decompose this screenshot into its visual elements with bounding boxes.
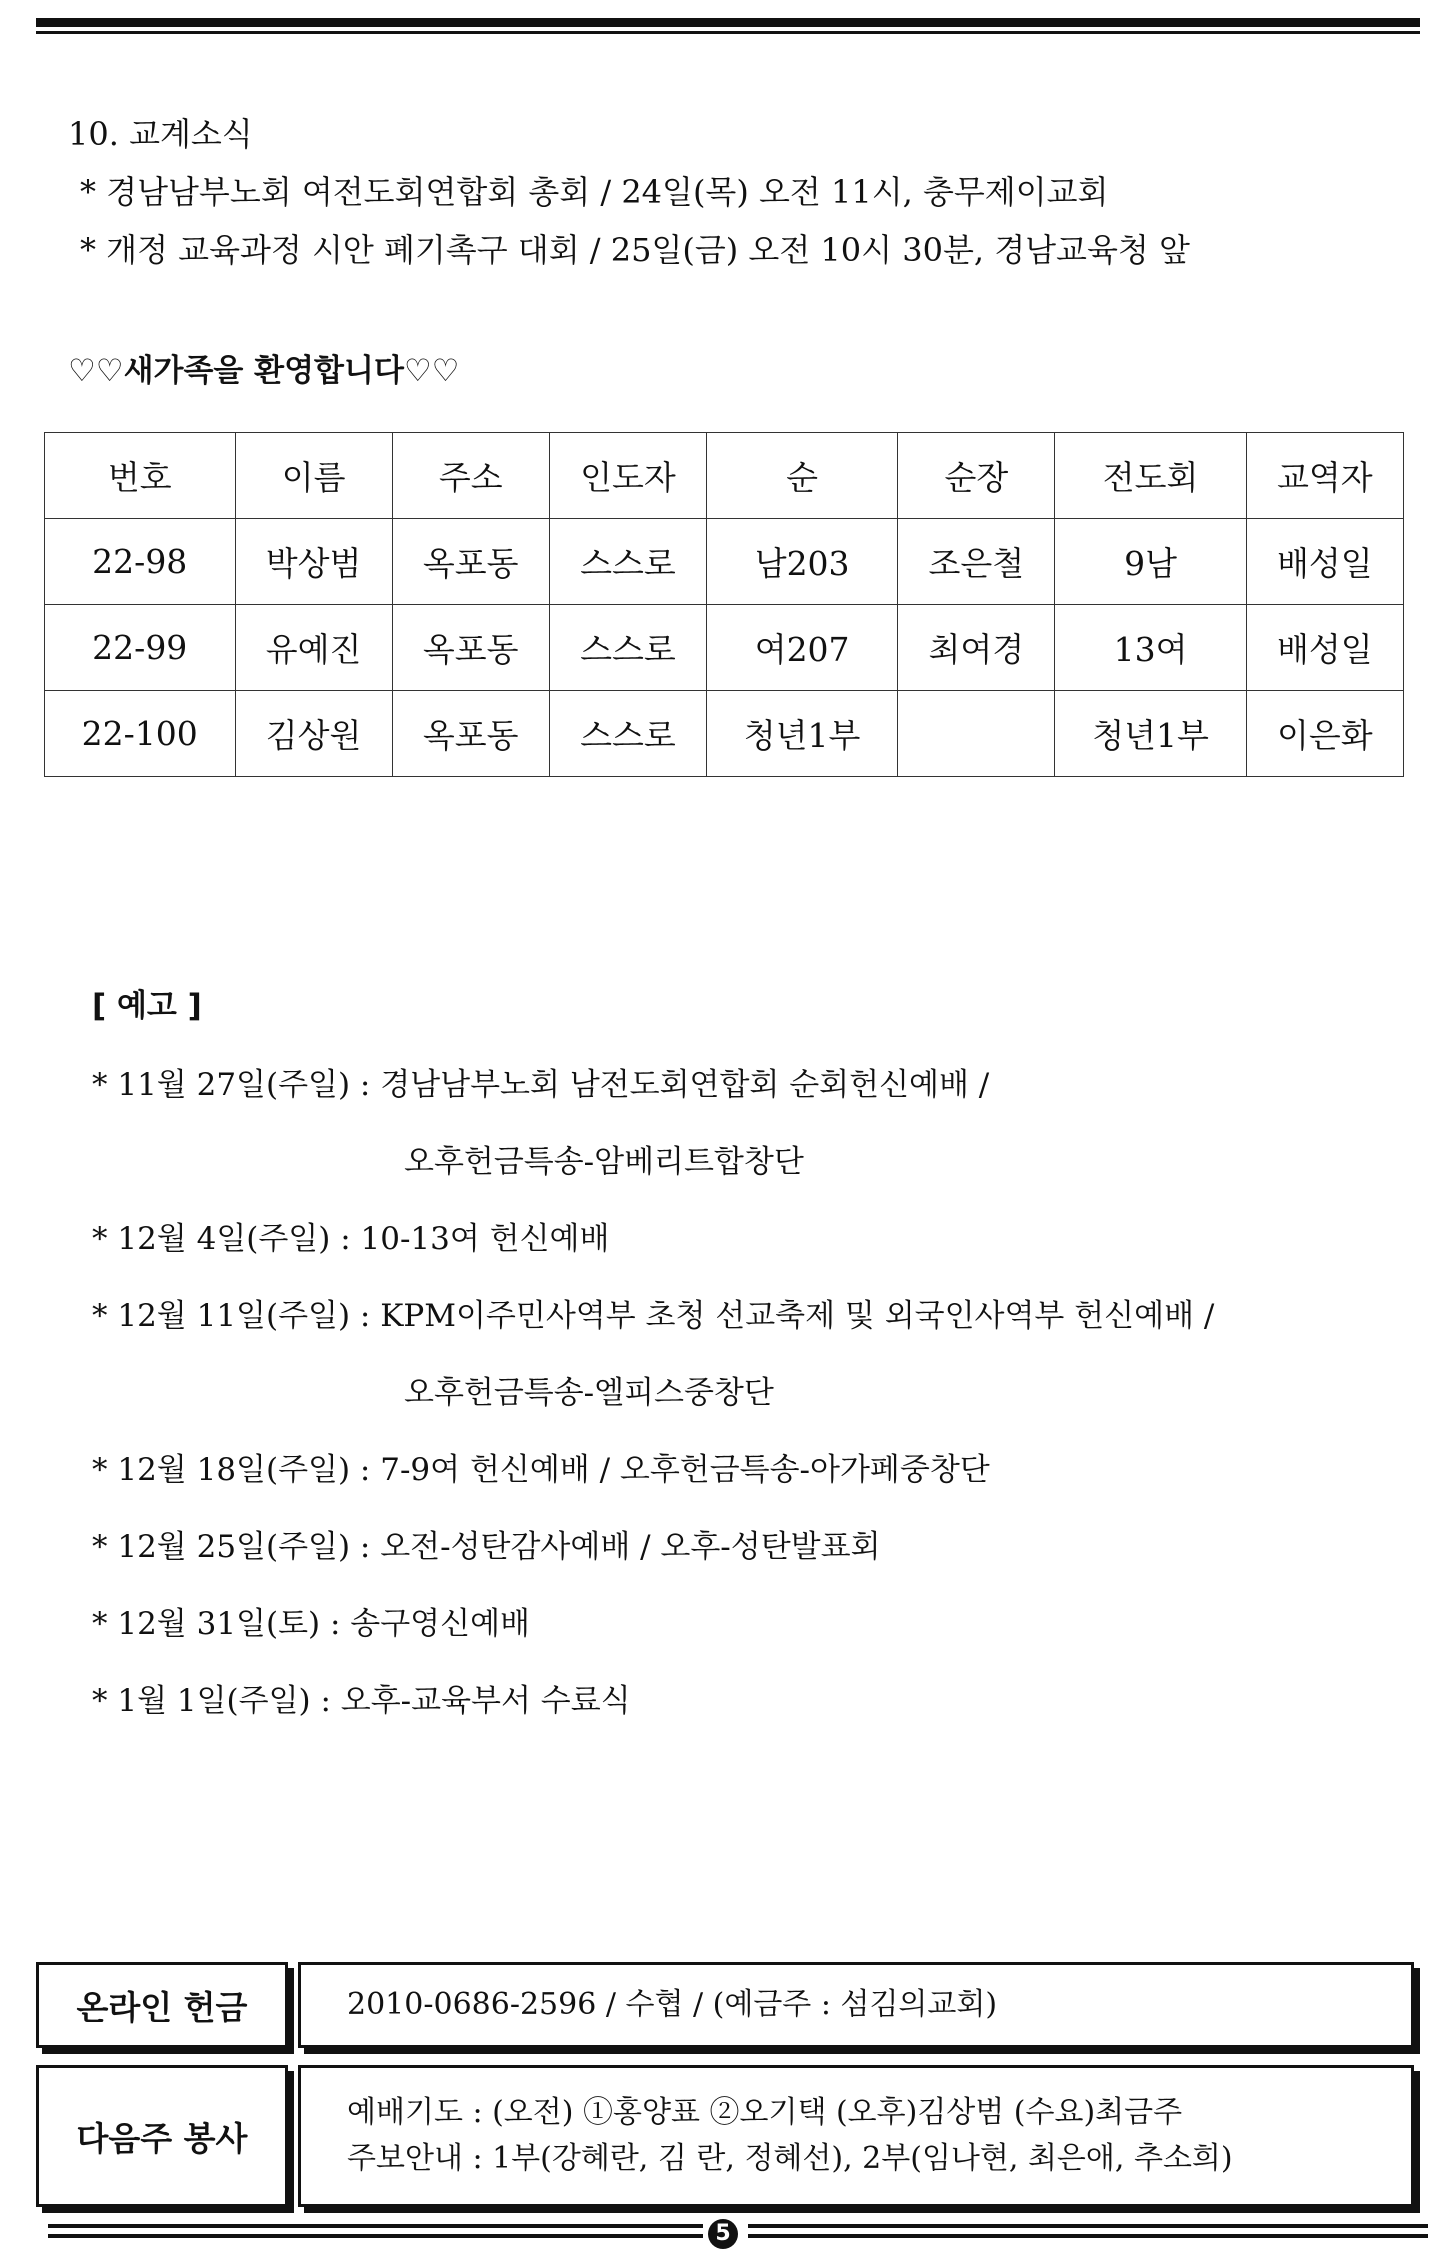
new-family-table	[44, 432, 1404, 777]
table-row	[45, 691, 1404, 777]
page-number: 5	[708, 2219, 738, 2249]
table-cell: 옥포동	[392, 519, 549, 605]
notice-item: * 12월 11일(주일) : KPM이주민사역부 초청 선교축제 및 외국인사역부 헌신예배 /	[92, 1298, 1215, 1334]
table-cell: 스스로	[549, 691, 706, 777]
table-cell: 여207	[706, 605, 897, 691]
notice-section	[92, 980, 1214, 1740]
notice-item: * 12월 31일(토) : 송구영신예배	[92, 1606, 530, 1642]
table-row	[45, 605, 1404, 691]
online-offering-text: 2010-0686-2596 / 수협 / (예금주 : 섬김의교회)	[347, 1987, 998, 2022]
table-cell: 13여	[1055, 605, 1246, 691]
online-offering-label: 온라인 헌금	[36, 1962, 288, 2048]
bottom-rule	[48, 2222, 1428, 2250]
col-header-guide: 인도자	[549, 433, 706, 519]
table-cell: 옥포동	[392, 605, 549, 691]
col-header-number: 번호	[45, 433, 236, 519]
table-cell: 김상원	[235, 691, 392, 777]
table-cell: 옥포동	[392, 691, 549, 777]
church-news-heading: 10. 교계소식	[68, 115, 253, 153]
table-cell: 남203	[706, 519, 897, 605]
table-cell: 청년1부	[706, 691, 897, 777]
next-week-service-box	[298, 2065, 1414, 2207]
next-week-service-label: 다음주 봉사	[36, 2065, 288, 2207]
table-cell: 박상범	[235, 519, 392, 605]
notice-item: * 11월 27일(주일) : 경남남부노회 남전도회연합회 순회헌신예배 /	[92, 1067, 990, 1103]
table-cell: 청년1부	[1055, 691, 1246, 777]
notice-item-continuation: 오후헌금특송-엘피스중창단	[404, 1375, 774, 1411]
table-cell: 조은철	[898, 519, 1055, 605]
table-cell: 배성일	[1246, 605, 1403, 691]
usher-line: 주보안내 : 1부(강혜란, 김 란, 정혜선), 2부(임나현, 최은애, 추소희)	[347, 2141, 1233, 2176]
table-cell: 22-100	[45, 691, 236, 777]
col-header-leader: 순장	[898, 433, 1055, 519]
church-news-item: * 경남남부노회 여전도회연합회 총회 / 24일(목) 오전 11시, 충무제이교회	[80, 173, 1109, 211]
col-header-pastor: 교역자	[1246, 433, 1403, 519]
table-cell: 이은화	[1246, 691, 1403, 777]
table-cell: 배성일	[1246, 519, 1403, 605]
notice-item: * 12월 4일(주일) : 10-13여 헌신예배	[92, 1221, 610, 1257]
table-cell: 유예진	[235, 605, 392, 691]
welcome-title: ♡♡새가족을 환영합니다♡♡	[68, 353, 460, 389]
table-cell: 스스로	[549, 605, 706, 691]
notice-item-continuation: 오후헌금특송-암베리트합창단	[404, 1144, 804, 1180]
col-header-address: 주소	[392, 433, 549, 519]
notice-title: [ 예고 ]	[92, 988, 202, 1024]
church-news-item: * 개정 교육과정 시안 폐기촉구 대회 / 25일(금) 오전 10시 30분, 경남교육청 앞	[80, 231, 1190, 269]
col-header-mission: 전도회	[1055, 433, 1246, 519]
col-header-name: 이름	[235, 433, 392, 519]
table-cell	[898, 691, 1055, 777]
table-cell: 최여경	[898, 605, 1055, 691]
col-header-group: 순	[706, 433, 897, 519]
table-cell: 22-99	[45, 605, 236, 691]
table-row	[45, 519, 1404, 605]
top-rule	[36, 18, 1420, 34]
notice-item: * 12월 18일(주일) : 7-9여 헌신예배 / 오후헌금특송-아가페중창단	[92, 1452, 990, 1488]
table-header-row	[45, 433, 1404, 519]
table-cell: 9남	[1055, 519, 1246, 605]
prayer-line: 예배기도 : (오전) ①홍양표 ②오기택 (오후)김상범 (수요)최금주	[347, 2095, 1183, 2130]
notice-item: * 1월 1일(주일) : 오후-교육부서 수료식	[92, 1683, 631, 1719]
table-cell: 22-98	[45, 519, 236, 605]
table-cell: 스스로	[549, 519, 706, 605]
church-news-section	[68, 105, 1190, 279]
online-offering-box	[298, 1962, 1414, 2048]
notice-item: * 12월 25일(주일) : 오전-성탄감사예배 / 오후-성탄발표회	[92, 1529, 881, 1565]
